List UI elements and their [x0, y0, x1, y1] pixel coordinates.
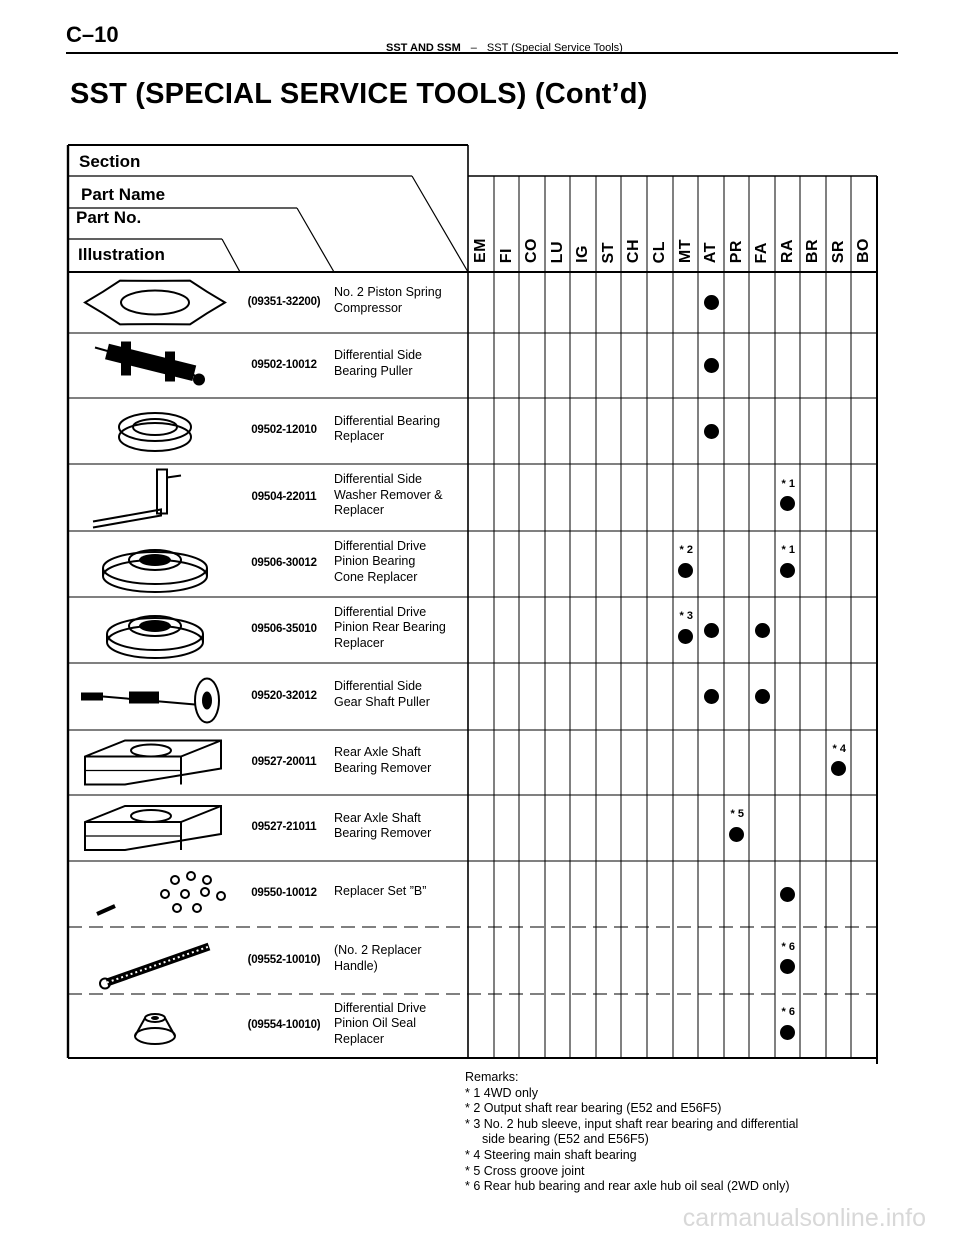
section-code-pr [724, 183, 750, 263]
part-name: No. 2 Piston Spring Compressor [334, 285, 442, 315]
part-name: Differential Side Bearing Puller [334, 348, 423, 378]
part-number: 09506-30012 [251, 557, 317, 569]
section-code-lu [545, 183, 571, 263]
split-plate-illustration [85, 806, 221, 850]
replacer-set-case-illustration [0, 872, 225, 914]
usage-dot [704, 295, 719, 310]
section-code-sr [826, 183, 852, 263]
part-name: Differential Side Washer Remover & Replacer [334, 472, 443, 518]
bearing-replacer-ring-illustration [119, 413, 191, 451]
usage-dot [755, 689, 770, 704]
part-name: Differential Drive Pinion Oil Seal Replacer [334, 1000, 427, 1046]
usage-dot [678, 629, 693, 644]
header-diagonal-illustration [222, 239, 240, 272]
part-name: Differential Drive Pinion Rear Bearing Replacer [334, 604, 446, 650]
section-code-label: PR [727, 239, 745, 263]
section-code-cl [647, 183, 673, 263]
usage-note-label: * 1 [781, 477, 795, 490]
section-code-label: CL [651, 240, 668, 263]
section-code-label: IG [574, 245, 591, 263]
part-name: Differential Bearing Replacer [334, 413, 441, 443]
usage-dot [755, 623, 770, 638]
usage-dot [780, 887, 795, 902]
rear-bearing-replacer-disc-illustration [107, 616, 203, 658]
part-name: Differential Side Gear Shaft Puller [334, 679, 430, 709]
replacer-handle-illustration [100, 947, 209, 989]
section-code-st [596, 183, 622, 263]
section-code-label: LU [548, 240, 566, 263]
part-number: 09506-35010 [251, 623, 317, 635]
usage-note-label: * 5 [730, 808, 744, 820]
part-number: 09550-10012 [251, 887, 317, 899]
usage-dot [704, 689, 719, 704]
usage-dot [729, 827, 744, 842]
bearing-puller-illustration [95, 342, 205, 386]
part-number: 09504-22011 [251, 490, 317, 503]
remark-line: * 2 Output shaft rear bearing (E52 and E56F5) [465, 1101, 722, 1116]
section-code-label: BO [855, 238, 872, 263]
gear-shaft-puller-illustration [81, 679, 219, 723]
remark-line: * 5 Cross groove joint [465, 1163, 585, 1178]
usage-dot [780, 959, 795, 974]
part-name: Differential Drive Pinion Bearing Cone Replacer [334, 538, 427, 584]
section-code-label: CO [523, 238, 540, 263]
usage-dot [831, 761, 846, 776]
watermark: carmanualsonline.info [682, 1204, 926, 1232]
section-code-label: MT [676, 238, 694, 263]
usage-dot [780, 563, 795, 578]
usage-dot [704, 424, 719, 439]
section-code-label: ST [599, 241, 617, 263]
split-plate-illustration [85, 741, 221, 785]
section-code-label: SR [829, 239, 847, 263]
l-shaped-bar-illustration [93, 470, 181, 528]
part-number: 09502-12010 [251, 424, 317, 436]
part-name: Rear Axle Shaft Bearing Remover [334, 810, 432, 840]
remark-line: * 4 Steering main shaft bearing [465, 1147, 637, 1162]
section-code-label: EM [472, 238, 489, 263]
part-number: 09527-20011 [251, 755, 317, 768]
section-code-label: FA [753, 241, 770, 263]
part-name: Rear Axle Shaft Bearing Remover [334, 745, 432, 775]
page-title: SST (SPECIAL SERVICE TOOLS) (Cont’d) [70, 78, 648, 110]
section-code-ch [621, 183, 647, 263]
header-diagonal-part-no [297, 208, 334, 272]
usage-note-label: * 4 [832, 742, 846, 755]
section-code-label: BR [804, 238, 821, 263]
part-name: Replacer Set ”B” [334, 884, 427, 899]
section-code-label: AT [702, 241, 719, 263]
page-number: C–10 [66, 22, 119, 47]
usage-note-label: * 2 [679, 544, 693, 556]
part-number: (09552-10010) [247, 953, 321, 966]
part-number: 09527-21011 [251, 821, 317, 833]
section-code-bo [851, 183, 877, 263]
section-code-ra [775, 183, 801, 263]
remark-line: * 6 Rear hub bearing and rear axle hub oil seal (2WD only) [465, 1179, 790, 1194]
usage-note-label: * 1 [781, 544, 795, 556]
cone-replacer-disc-illustration [103, 550, 207, 592]
header-diagonal-part-name [412, 176, 468, 272]
section-code-br [800, 183, 826, 263]
usage-note-label: * 3 [679, 610, 693, 622]
running-header-right: SST (Special Service Tools) [486, 42, 623, 54]
section-code-em [468, 183, 494, 263]
usage-dot [678, 563, 693, 578]
remark-line: side bearing (E52 and E56F5) [482, 1132, 649, 1147]
part-number: 09520-32012 [251, 689, 317, 702]
remarks [465, 1070, 798, 1195]
remark-line: * 3 No. 2 hub sleeve, input shaft rear bearing and differential [465, 1116, 799, 1131]
usage-dot [780, 1025, 795, 1040]
header-label-illustration: Illustration [78, 245, 165, 264]
running-header-left: SST AND SSM [386, 42, 461, 54]
section-code-mt [673, 183, 699, 263]
section-code-label: CH [625, 238, 642, 263]
usage-dot [704, 623, 719, 638]
section-code-fa [749, 183, 775, 263]
section-code-ig [570, 183, 596, 263]
part-number: 09502-10012 [251, 358, 317, 371]
usage-dot [780, 496, 795, 511]
section-code-at [698, 183, 724, 263]
usage-dot [704, 358, 719, 373]
header-label-section: Section [79, 152, 141, 171]
header-label-part-no: Part No. [76, 208, 142, 227]
part-number: (09351-32200) [247, 295, 321, 308]
running-header-separator: – [470, 42, 477, 54]
section-code-fi [494, 183, 520, 263]
section-code-label: FI [497, 247, 515, 263]
piston-spring-compressor-plate-illustration [85, 281, 225, 325]
usage-note-label: * 6 [781, 940, 795, 953]
remark-line: * 1 4WD only [465, 1085, 538, 1100]
remarks-heading: Remarks: [465, 1070, 519, 1084]
section-code-co [519, 183, 545, 263]
part-name: (No. 2 Replacer Handle) [334, 943, 422, 973]
usage-note-label: * 6 [781, 1006, 795, 1018]
part-number: (09554-10010) [247, 1019, 321, 1031]
header-label-part-name: Part Name [81, 185, 166, 204]
oil-seal-replacer-illustration [135, 1014, 175, 1044]
section-code-label: RA [778, 238, 796, 263]
